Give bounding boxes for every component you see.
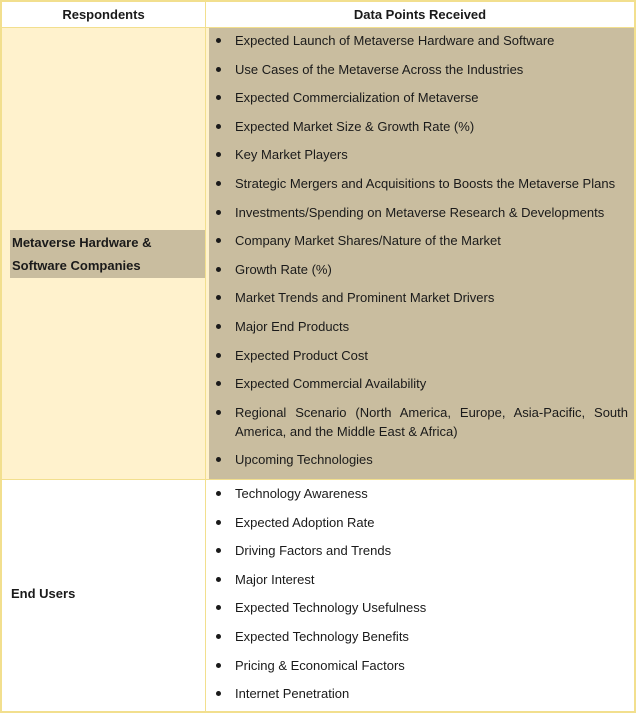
list-item bbox=[206, 231, 634, 250]
list-item-text: Expected Product Cost bbox=[235, 347, 368, 363]
list-item bbox=[206, 117, 634, 136]
bullet-icon bbox=[216, 605, 221, 610]
bullet-icon bbox=[216, 267, 221, 272]
list-item-text: Driving Factors and Trends bbox=[235, 543, 392, 559]
list-item-text: Growth Rate (%) bbox=[235, 261, 332, 277]
bullet-icon bbox=[216, 520, 221, 525]
bullet-icon bbox=[216, 491, 221, 496]
list-item bbox=[206, 60, 634, 79]
list-item bbox=[206, 656, 634, 675]
bullet-icon bbox=[216, 210, 221, 215]
list-item bbox=[206, 174, 634, 193]
list-item bbox=[206, 541, 634, 560]
bullet-icon bbox=[216, 353, 221, 358]
bullet-icon bbox=[216, 295, 221, 300]
list-item-text: Upcoming Technologies bbox=[235, 452, 373, 468]
data-points-cell bbox=[206, 28, 634, 479]
list-item-text: Strategic Mergers and Acquisitions to Boosts the Metaverse Plans bbox=[235, 175, 616, 191]
bullet-icon bbox=[216, 381, 221, 386]
list-item-text: Key Market Players bbox=[235, 147, 348, 163]
bullet-icon bbox=[216, 457, 221, 462]
data-points-cell bbox=[206, 480, 634, 713]
list-item bbox=[206, 598, 634, 617]
list-item bbox=[206, 374, 634, 393]
list-item-text: Expected Commercial Availability bbox=[235, 376, 427, 392]
bullet-icon bbox=[216, 238, 221, 243]
bullet-icon bbox=[216, 95, 221, 100]
respondent-label: Metaverse Hardware & Software Companies bbox=[10, 230, 205, 278]
respondent-cell bbox=[2, 480, 206, 713]
list-item bbox=[206, 288, 634, 307]
list-item-text: Internet Penetration bbox=[235, 686, 350, 702]
list-item bbox=[206, 260, 634, 279]
list-item-text: Expected Technology Benefits bbox=[235, 628, 409, 644]
data-points-list bbox=[206, 484, 634, 713]
list-item-text: Use Cases of the Metaverse Across the Industries bbox=[235, 61, 524, 77]
list-item-text: Investments/Spending on Metaverse Research & Developments bbox=[235, 204, 605, 220]
list-item bbox=[206, 317, 634, 336]
bullet-icon bbox=[216, 410, 221, 415]
list-item bbox=[206, 346, 634, 365]
table-row bbox=[2, 480, 634, 713]
list-item-text: Expected Launch of Metaverse Hardware and Software bbox=[235, 33, 555, 48]
list-item bbox=[206, 484, 634, 503]
bullet-icon bbox=[216, 634, 221, 639]
list-item bbox=[206, 88, 634, 107]
list-item bbox=[206, 627, 634, 646]
bullet-icon bbox=[216, 548, 221, 553]
list-item bbox=[206, 570, 634, 589]
bullet-icon bbox=[216, 577, 221, 582]
bullet-icon bbox=[216, 324, 221, 329]
table-row bbox=[2, 28, 634, 480]
bullet-icon bbox=[216, 124, 221, 129]
respondent-label: End Users bbox=[11, 586, 76, 601]
data-points-list bbox=[206, 31, 634, 479]
bullet-icon bbox=[216, 67, 221, 72]
list-item bbox=[206, 684, 634, 703]
list-item-text: Expected Commercialization of Metaverse bbox=[235, 90, 479, 106]
list-item bbox=[206, 203, 634, 222]
list-item-text: Pricing & Economical Factors bbox=[235, 657, 405, 673]
list-item bbox=[206, 513, 634, 532]
bullet-icon bbox=[216, 38, 221, 43]
list-item-text: Expected Adoption Rate bbox=[235, 514, 375, 530]
list-item bbox=[206, 31, 634, 50]
bullet-icon bbox=[216, 152, 221, 157]
header-respondents: Respondents bbox=[2, 2, 206, 27]
table-header-row bbox=[2, 2, 634, 28]
list-item-text: Expected Market Size & Growth Rate (%) bbox=[235, 118, 475, 134]
list-item-text: Technology Awareness bbox=[235, 486, 368, 501]
list-item-text: Market Trends and Prominent Market Drivers bbox=[235, 290, 495, 306]
header-data-points: Data Points Received bbox=[353, 7, 487, 22]
list-item-text: Major End Products bbox=[235, 318, 350, 334]
list-item bbox=[206, 403, 634, 441]
respondent-cell bbox=[2, 28, 206, 479]
bullet-icon bbox=[216, 663, 221, 668]
list-item bbox=[206, 145, 634, 164]
bullet-icon bbox=[216, 691, 221, 696]
list-item-text: Major Interest bbox=[235, 571, 315, 587]
list-item-text: Regional Scenario (North America, Europe, Asia-Pacific, South America, and the Middle East & Africa) bbox=[235, 404, 628, 439]
bullet-icon bbox=[216, 181, 221, 186]
list-item-text: Company Market Shares/Nature of the Market bbox=[235, 233, 501, 249]
list-item-text: Expected Technology Usefulness bbox=[235, 600, 427, 616]
list-item bbox=[206, 450, 634, 469]
